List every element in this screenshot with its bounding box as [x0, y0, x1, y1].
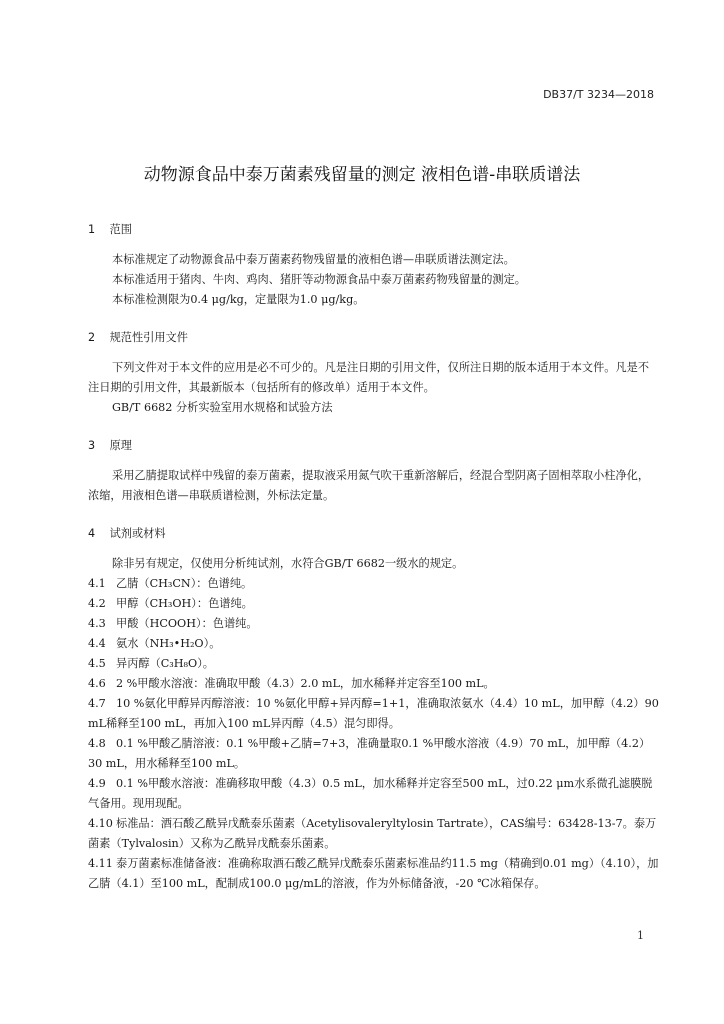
item-number: 4.10 — [88, 817, 113, 830]
document-body — [88, 220, 660, 894]
section-number: 2 — [88, 331, 96, 344]
section-1-heading — [88, 220, 660, 240]
list-item — [88, 854, 660, 894]
item-number: 4.6 — [88, 677, 106, 690]
list-item — [88, 594, 660, 614]
item-number: 4.3 — [88, 617, 106, 630]
item-number: 4.4 — [88, 637, 106, 650]
item-number: 4.7 — [88, 697, 106, 710]
item-text: 泰万菌素标准储备液：准确称取酒石酸乙酰异戊酰泰乐菌素标准品约11.5 mg（精确到0.01 mg）（4.10），加乙腈（4.1）至100 mL，配制成100.0 μg/mL的溶液，作为外标储备液，-20 ℃冰箱保存。 — [88, 857, 659, 890]
item-number: 4.2 — [88, 597, 106, 610]
reagent-list — [88, 574, 660, 894]
section-number: 3 — [88, 439, 96, 452]
section-title: 试剂或材料 — [109, 527, 166, 540]
item-number: 4.9 — [88, 777, 106, 790]
section-1-para-1: 本标准规定了动物源食品中泰万菌素药物残留量的液相色谱—串联质谱法测定法。 — [112, 253, 515, 266]
item-text: 乙腈（CH₃CN）：色谱纯。 — [116, 577, 253, 590]
list-item — [88, 734, 660, 774]
item-text: 甲醇（CH₃OH）：色谱纯。 — [116, 597, 253, 610]
section-title: 规范性引用文件 — [109, 331, 188, 344]
section-title: 范围 — [109, 223, 132, 236]
item-text: 异丙醇（C₃H₈O）。 — [116, 657, 214, 670]
section-3-para: 采用乙腈提取试样中残留的泰万菌素，提取液采用氮气吹干重新溶解后，经混合型阴离子固相萃取小柱净化，浓缩，用液相色谱—串联质谱检测，外标法定量。 — [88, 469, 650, 502]
list-item — [88, 814, 660, 854]
list-item — [88, 574, 660, 594]
item-number: 4.1 — [88, 577, 106, 590]
section-3-heading — [88, 436, 660, 456]
item-text: 甲酸（HCOOH）：色谱纯。 — [116, 617, 258, 630]
section-2-para: 下列文件对于本文件的应用是必不可少的。凡是注日期的引用文件，仅所注日期的版本适用于本文件。凡是不注日期的引用文件，其最新版本（包括所有的修改单）适用于本文件。 — [88, 361, 650, 394]
section-2-heading — [88, 328, 660, 348]
normative-reference: GB/T 6682 分析实验室用水规格和试验方法 — [112, 401, 333, 414]
section-title: 原理 — [109, 439, 132, 452]
list-item — [88, 614, 660, 634]
page-number: 1 — [637, 929, 644, 942]
document-title: 动物源食品中泰万菌素残留量的测定 液相色谱-串联质谱法 — [143, 165, 581, 185]
section-4-heading — [88, 524, 660, 544]
list-item — [88, 634, 660, 654]
list-item — [88, 774, 660, 814]
item-text: 2 %甲酸水溶液：准确取甲酸（4.3）2.0 mL，加水稀释并定容至100 mL。 — [116, 677, 495, 690]
item-text: 氨水（NH₃•H₂O）。 — [116, 637, 221, 650]
item-number: 4.11 — [88, 857, 113, 870]
item-text: 0.1 %甲酸水溶液：准确移取甲酸（4.3）0.5 mL，加水稀释并定容至500 mL，过0.22 μm水系微孔滤膜脱气备用。现用现配。 — [88, 777, 653, 810]
section-number: 1 — [88, 223, 96, 236]
list-item — [88, 674, 660, 694]
list-item — [88, 694, 660, 734]
item-text: 10 %氨化甲醇异丙醇溶液：10 %氨化甲醇+异丙醇=1+1，准确取浓氨水（4.4）10 mL，加甲醇（4.2）90 mL稀释至100 mL，再加入100 mL异丙醇（4.5）混匀即得。 — [88, 697, 659, 730]
section-1-para-3: 本标准检测限为0.4 μg/kg，定量限为1.0 μg/kg。 — [112, 293, 365, 306]
list-item — [88, 654, 660, 674]
section-number: 4 — [88, 527, 96, 540]
item-number: 4.5 — [88, 657, 106, 670]
section-4-intro: 除非另有规定，仅使用分析纯试剂，水符合GB/T 6682一级水的规定。 — [112, 557, 464, 570]
section-1-para-2: 本标准适用于猪肉、牛肉、鸡肉、猪肝等动物源食品中泰万菌素药物残留量的测定。 — [112, 273, 526, 286]
document-code: DB37/T 3234—2018 — [543, 88, 654, 101]
item-text: 0.1 %甲酸乙腈溶液：0.1 %甲酸+乙腈=7+3，准确量取0.1 %甲酸水溶液（4.9）70 mL，加甲醇（4.2）30 mL，用水稀释至100 mL。 — [88, 737, 651, 770]
item-text: 标准品：酒石酸乙酰异戊酰泰乐菌素（Acetylisovaleryltylosin Tartrate），CAS编号：63428-13-7。泰万菌素（Tylvalosin）又称为乙酰异戊酰泰乐菌素。 — [88, 817, 657, 850]
item-number: 4.8 — [88, 737, 106, 750]
